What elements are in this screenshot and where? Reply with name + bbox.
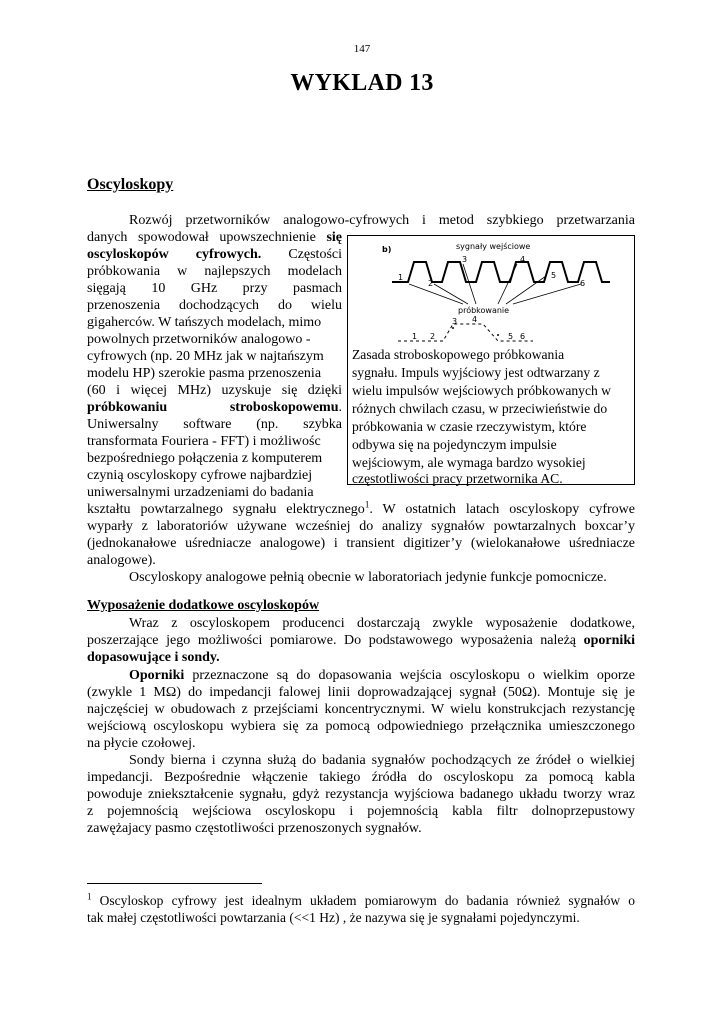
text-line: gigaherców. W tańszych modelach, mimo	[87, 315, 322, 330]
input-signal-trains	[392, 262, 610, 282]
text-line: najczęściej w obudowach z przejściami koncentrycznymi. W wielu konstrukcjach rezystancję	[87, 702, 635, 717]
section-heading-wyposazenie: Wyposażenie dodatkowe oscyloskopów	[87, 598, 320, 613]
text-line: (zwykle 1 MΩ) do impedancji falowej linii doprowadzającej sygnał (50Ω). Montuje się je	[87, 685, 635, 700]
figure-caption-line: próbkowania w czasie rzeczywistym, które	[352, 419, 587, 434]
text-line: (jednokanałowe uśredniacze analogowe) i transient digitizer’y (wielokanałowe uśredniacze	[87, 536, 635, 551]
text-line: uniwersalnymi urzadzeniami do badania	[87, 485, 314, 500]
point-label: 1	[412, 332, 418, 341]
figure-middle-label: próbkowanie	[458, 306, 510, 315]
text-line: modelu HP) szerokie pasma przenoszenia	[87, 366, 322, 381]
figure-caption-line: Zasada stroboskopowego próbkowania	[352, 347, 565, 362]
text-line: Sondy bierna i czynna służą do badania sygnałów pochodzących ze źródeł o wielkiej	[129, 753, 635, 768]
text-line: Oporniki przeznaczone są do dopasowania wejścia oscyloskopu o wielkim oporze	[129, 668, 635, 683]
text-line: powolnych przetworników analogowo -	[87, 332, 311, 347]
text-line: wejściową oscyloskopu wybiera się za pomocą odpowiedniego przełącznika umieszczonego	[87, 719, 635, 734]
text-line: z pojemnością wejściowa oscyloskopu i pojemnością kabla filtr dolnoprzepustowy	[87, 804, 635, 819]
text-line: transformata Fouriera - FFT) i możliwośc	[87, 434, 321, 449]
footnote-marker: 1	[87, 891, 92, 902]
figure-panel-label: b)	[382, 245, 392, 254]
figure-caption-line: różnych chwilach czasu, w przeciwieństwie do	[352, 401, 608, 416]
point-label: 6	[580, 279, 586, 288]
page-number: 147	[353, 43, 371, 55]
footnote-line: $^1$ Oscyloskop cyfrowy jest idealnym układem pomiarowym do badania również sygnałów o	[87, 891, 635, 908]
figure-caption-line: sygnału. Impuls wyjściowy jest odtwarzany z	[352, 365, 600, 380]
point-label: 3	[452, 317, 458, 326]
point-label: 4	[472, 315, 478, 324]
point-label: 2	[430, 332, 436, 341]
text-line: analogowe).	[87, 553, 156, 568]
text-line: czynią oscyloskopy cyfrowe najbardziej	[87, 468, 313, 483]
text-line: poszerzające jego możliwości pomiarowe. Do podstawowego wyposażenia należą oporniki	[87, 633, 635, 648]
section-heading-oscyloskopy: Oscyloskopy	[87, 176, 174, 193]
figure-caption-line: wejściowym, ale wymaga bardzo wysokiej	[352, 455, 586, 470]
point-label: 5	[551, 271, 557, 280]
text-line: próbkowaniu stroboskopowemu.	[87, 400, 342, 415]
text-line: danych spowodował upowszechnienie się	[87, 230, 342, 245]
text-line: impedancji. Bezpośrednie włączenie takiego źródła do oscyloskopu za pomocą kabla	[87, 770, 635, 785]
text-line: zawężajacy pasmo częstotliwości przenoszonych sygnałów.	[87, 821, 422, 836]
text-line: oscyloskopów cyfrowych. Częstości	[87, 247, 342, 262]
point-label: 1	[398, 273, 404, 282]
text-line: sięgają 10 GHz przy pasmach	[87, 281, 342, 296]
text-line: cyfrowych (np. 20 MHz jak w najtańszym	[87, 349, 324, 364]
point-label: 3	[462, 255, 468, 264]
text-line: Uniwersalny software (np. szybka	[87, 417, 342, 432]
text-line: powoduje zniekształcenie sygnału, gdyż rezystancja wyjściowa badanego układu tworzy wraz	[87, 787, 635, 802]
page-title: WYKLAD 13	[290, 70, 434, 96]
footnote-ref[interactable]: 1	[364, 499, 370, 510]
figure-caption-line: częstotliwości pracy przetwornika AC.	[352, 471, 563, 486]
text-line: wyparły z laboratoriów używane wcześniej do analizy sygnałów powtarzalnych boxcar’y	[87, 519, 635, 534]
footnote-line: tak małej częstotliwości powtarzania (<<1 Hz) , że nazywa się je sygnałami pojedynczymi.	[87, 910, 580, 925]
text-line: kształtu powtarzalnego sygnału elektrycznego$^1$. W ostatnich latach oscyloskopy cyfrowe	[87, 499, 635, 517]
point-label: 6	[520, 332, 526, 341]
footnote-separator	[87, 883, 262, 884]
figure-top-label: sygnały wejściowe	[456, 242, 531, 251]
text-line: Oscyloskopy analogowe pełnią obecnie w laboratoriach jedynie funkcje pomocnicze.	[129, 570, 607, 585]
point-label: 2	[428, 279, 434, 288]
text-line: na płycie czołowej.	[87, 736, 196, 751]
figure-stroboscopic-sampling	[347, 235, 635, 485]
figure-caption-line: wielu impulsów wejściowych próbkowanych w	[352, 383, 611, 398]
text-line: przenoszenia dochodzących do wielu	[87, 298, 342, 313]
text-line: Wraz z oscyloskopem producenci dostarczają zwykle wyposażenie dodatkowe,	[129, 616, 635, 631]
point-label: 5	[508, 332, 514, 341]
text-line: dopasowujące i sondy.	[87, 650, 220, 665]
text-line: Rozwój przetworników analogowo-cyfrowych i metod szybkiego przetwarzania	[129, 213, 635, 228]
text-line: próbkowania w najlepszych modelach	[87, 264, 342, 279]
point-label: 4	[520, 255, 526, 264]
text-line: bezpośredniego połączenia z komputerem	[87, 451, 323, 466]
text-line: (60 i więcej MHz) uzyskuje się dzięki	[87, 383, 342, 398]
figure-caption-line: odbywa się na pojedynczym impulsie	[352, 437, 557, 452]
